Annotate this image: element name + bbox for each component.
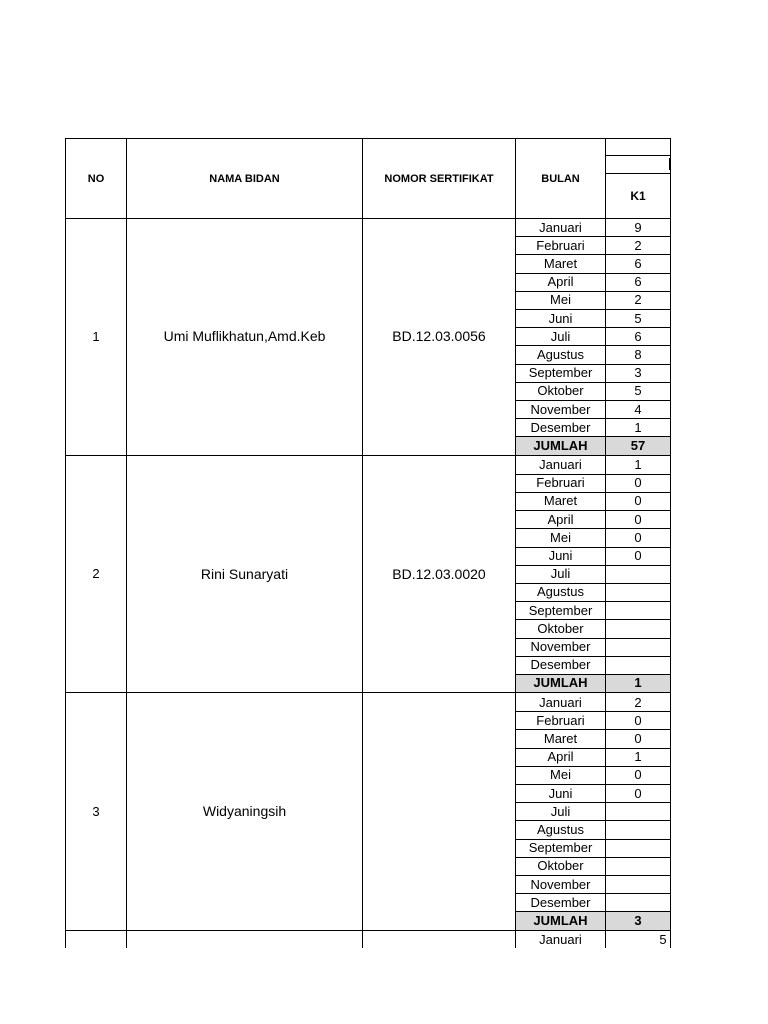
k1-cell (606, 565, 670, 583)
certificate-number (363, 693, 515, 930)
month-cell: Agustus (537, 584, 584, 600)
month-cell: April (547, 511, 574, 527)
k1-cell: 2 (634, 694, 642, 710)
midwife-name: Rini Sunaryati (200, 565, 289, 582)
column-border (605, 218, 606, 455)
k1-cell (606, 601, 670, 619)
column-border (605, 693, 606, 930)
header-no: NO (87, 172, 105, 185)
jumlah-label: JUMLAH (533, 912, 588, 928)
k1-cell: 0 (634, 712, 642, 728)
month-cell: Juni (548, 785, 573, 801)
k1-cell: 0 (634, 511, 642, 527)
month-cell: Januari (539, 457, 582, 473)
month-cell: Februari (536, 475, 585, 491)
month-cell: Oktober (537, 620, 584, 636)
k1-cell: 6 (634, 274, 642, 290)
month-cell: November (530, 639, 591, 655)
month-cell: Oktober (537, 383, 584, 399)
month-cell: Desember (530, 894, 591, 910)
k1-cell: 6 (634, 328, 642, 344)
month-cell: Juni (548, 548, 573, 564)
k1-cell (606, 820, 670, 838)
k1-cell: 6 (634, 255, 642, 271)
k1-cell: 2 (634, 292, 642, 308)
header-bulan: BULAN (541, 172, 580, 185)
k1-cell (606, 656, 670, 674)
column-border (605, 456, 606, 693)
k1-cell: 0 (634, 767, 642, 783)
month-cell: Oktober (537, 858, 584, 874)
k1-cell (606, 619, 670, 637)
k1-cell (606, 802, 670, 820)
month-cell: Maret (543, 493, 578, 509)
month-cell: April (547, 274, 574, 290)
k1-cell (606, 875, 670, 893)
k1-cell-partial: 5 (659, 932, 667, 948)
month-cell: Agustus (537, 821, 584, 837)
k1-cell: 0 (634, 493, 642, 509)
month-cell: Juli (550, 328, 571, 344)
row-no: 2 (92, 566, 100, 582)
jumlah-value: 1 (634, 675, 642, 691)
k1-cell: 4 (634, 401, 642, 417)
k1-cell: 2 (634, 237, 642, 253)
midwife-name: Widyaningsih (202, 803, 287, 820)
month-cell: November (530, 401, 591, 417)
month-cell: Desember (530, 657, 591, 673)
k1-cell (606, 583, 670, 601)
column-border (670, 138, 671, 948)
month-cell: Juni (548, 310, 573, 326)
row-no: 1 (92, 328, 100, 344)
k1-cell (606, 839, 670, 857)
month-cell: Juli (550, 803, 571, 819)
certificate-number: BD.12.03.0056 (392, 328, 486, 345)
month-cell: April (547, 749, 574, 765)
month-cell: September (528, 840, 593, 856)
k1-cell: 1 (634, 749, 642, 765)
jumlah-label: JUMLAH (533, 437, 588, 453)
certificate-number: BD.12.03.0020 (392, 565, 486, 582)
k1-cell: 1 (634, 457, 642, 473)
month-cell: Desember (530, 419, 591, 435)
header-nama-bidan: NAMA BIDAN (209, 172, 280, 185)
row-no: 3 (92, 803, 100, 819)
month-cell: Januari (539, 694, 582, 710)
month-cell: November (530, 876, 591, 892)
month-cell: September (528, 602, 593, 618)
k1-cell: 0 (634, 475, 642, 491)
jumlah-label: JUMLAH (533, 675, 588, 691)
month-cell: Maret (543, 730, 578, 746)
k1-cell: 0 (634, 785, 642, 801)
month-cell: September (528, 365, 593, 381)
header-sub-line (605, 155, 670, 156)
midwife-name: Umi Muflikhatun,Amd.Keb (163, 328, 326, 345)
month-cell: Mei (550, 292, 571, 308)
header-k1: K1 (630, 189, 646, 203)
month-cell: Februari (536, 712, 585, 728)
k1-cell: 0 (634, 730, 642, 746)
k1-cell: 5 (634, 383, 642, 399)
k1-cell (606, 893, 670, 911)
month-cell: Februari (536, 237, 585, 253)
jumlah-value: 3 (634, 912, 642, 928)
month-cell: Juli (550, 566, 571, 582)
header-nomor-sertifikat: NOMOR SERTIFIKAT (384, 172, 494, 185)
k1-cell: 0 (634, 548, 642, 564)
k1-cell: 5 (634, 310, 642, 326)
k1-cell: 9 (634, 219, 642, 235)
month-cell-partial: Januari (539, 932, 582, 948)
month-cell: Maret (543, 255, 578, 271)
k1-cell: 3 (634, 365, 642, 381)
k1-cell (606, 857, 670, 875)
k1-cell (606, 638, 670, 656)
jumlah-value: 57 (630, 437, 646, 453)
month-cell: Mei (550, 529, 571, 545)
month-cell: Mei (550, 767, 571, 783)
k1-cell: 0 (634, 529, 642, 545)
month-cell: Januari (539, 219, 582, 235)
month-cell: Agustus (537, 346, 584, 362)
k1-cell: 8 (634, 346, 642, 362)
k1-cell: 1 (634, 419, 642, 435)
